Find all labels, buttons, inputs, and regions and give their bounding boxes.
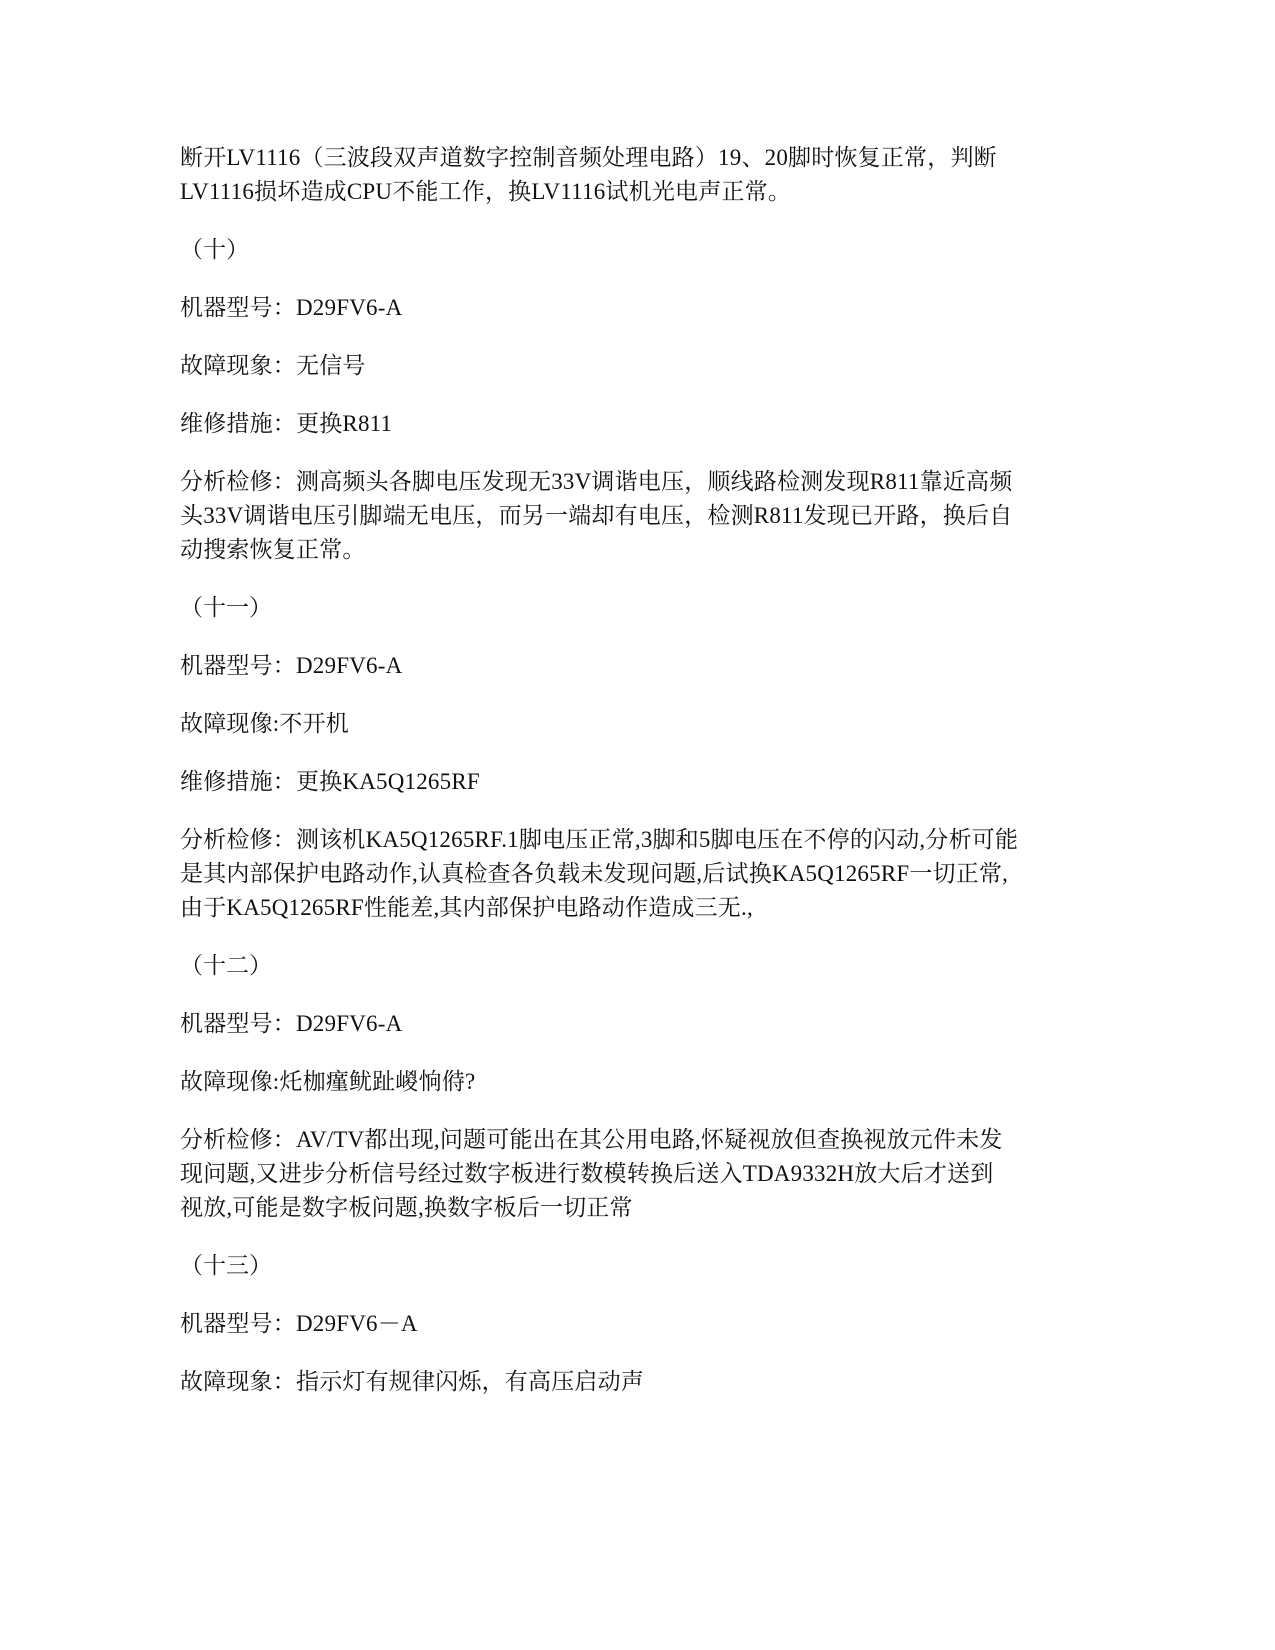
text-line: 故障现象：指示灯有规律闪烁，有高压启动声 bbox=[180, 1369, 644, 1394]
text-line: 分析检修：测该机KA5Q1265RF.1脚电压正常,3脚和5脚电压在不停的闪动,分析可能 bbox=[180, 827, 1019, 852]
section-13-model bbox=[180, 1307, 1060, 1341]
text-line: 动搜索恢复正常。 bbox=[180, 537, 366, 562]
intro-paragraph bbox=[180, 141, 1060, 209]
section-10-symptom bbox=[180, 349, 1060, 383]
section-11-symptom bbox=[180, 707, 1060, 741]
text-line: 机器型号：D29FV6-A bbox=[180, 653, 403, 678]
text-line: 由于KA5Q1265RF性能差,其内部保护电路动作造成三无., bbox=[180, 895, 753, 920]
text-line: 机器型号：D29FV6-A bbox=[180, 1011, 403, 1036]
section-10-repair bbox=[180, 407, 1060, 441]
text-line: 故障现象：无信号 bbox=[180, 353, 366, 378]
section-10-number: （十） bbox=[180, 237, 249, 262]
text-line: 现问题,又进步分析信号经过数字板进行数模转换后送入TDA9332H放大后才送到 bbox=[180, 1161, 994, 1186]
text-line: 故障现像:灹枷瘽鱿趾嵕恦偫? bbox=[180, 1069, 476, 1094]
section-12-model bbox=[180, 1007, 1060, 1041]
section-10-model bbox=[180, 291, 1060, 325]
text-line: 机器型号：D29FV6-A bbox=[180, 295, 403, 320]
section-10-analysis bbox=[180, 465, 1060, 567]
text-line: 维修措施：更换R811 bbox=[180, 411, 393, 436]
text-line: 故障现像:不开机 bbox=[180, 711, 349, 736]
text-line: 维修措施：更换KA5Q1265RF bbox=[180, 769, 480, 794]
section-12-symptom bbox=[180, 1065, 1060, 1099]
document-body bbox=[180, 141, 1060, 1423]
text-line: 视放,可能是数字板问题,换数字板后一切正常 bbox=[180, 1195, 633, 1220]
text-line: 分析检修：测高频头各脚电压发现无33V调谐电压，顺线路检测发现R811靠近高频 bbox=[180, 469, 1013, 494]
text-line: 断开LV1116（三波段双声道数字控制音频处理电路）19、20脚时恢复正常，判断 bbox=[180, 145, 997, 170]
section-11-number: （十一） bbox=[180, 595, 272, 620]
text-line: 是其内部保护电路动作,认真检查各负载未发现问题,后试换KA5Q1265RF一切正常, bbox=[180, 861, 1009, 886]
text-line: 分析检修：AV/TV都出现,问题可能出在其公用电路,怀疑视放但查换视放元件未发 bbox=[180, 1127, 1003, 1152]
section-11-analysis bbox=[180, 823, 1060, 925]
section-13-number: （十三） bbox=[180, 1253, 272, 1278]
text-line: 头33V调谐电压引脚端无电压，而另一端却有电压，检测R811发现已开路，换后自 bbox=[180, 503, 1013, 528]
section-12-analysis bbox=[180, 1123, 1060, 1225]
section-11-repair bbox=[180, 765, 1060, 799]
section-12-number: （十二） bbox=[180, 953, 272, 978]
section-13-symptom bbox=[180, 1365, 1060, 1399]
section-11-model bbox=[180, 649, 1060, 683]
text-line: LV1116损坏造成CPU不能工作，换LV1116试机光电声正常。 bbox=[180, 179, 792, 204]
text-line: 机器型号：D29FV6－A bbox=[180, 1311, 418, 1336]
